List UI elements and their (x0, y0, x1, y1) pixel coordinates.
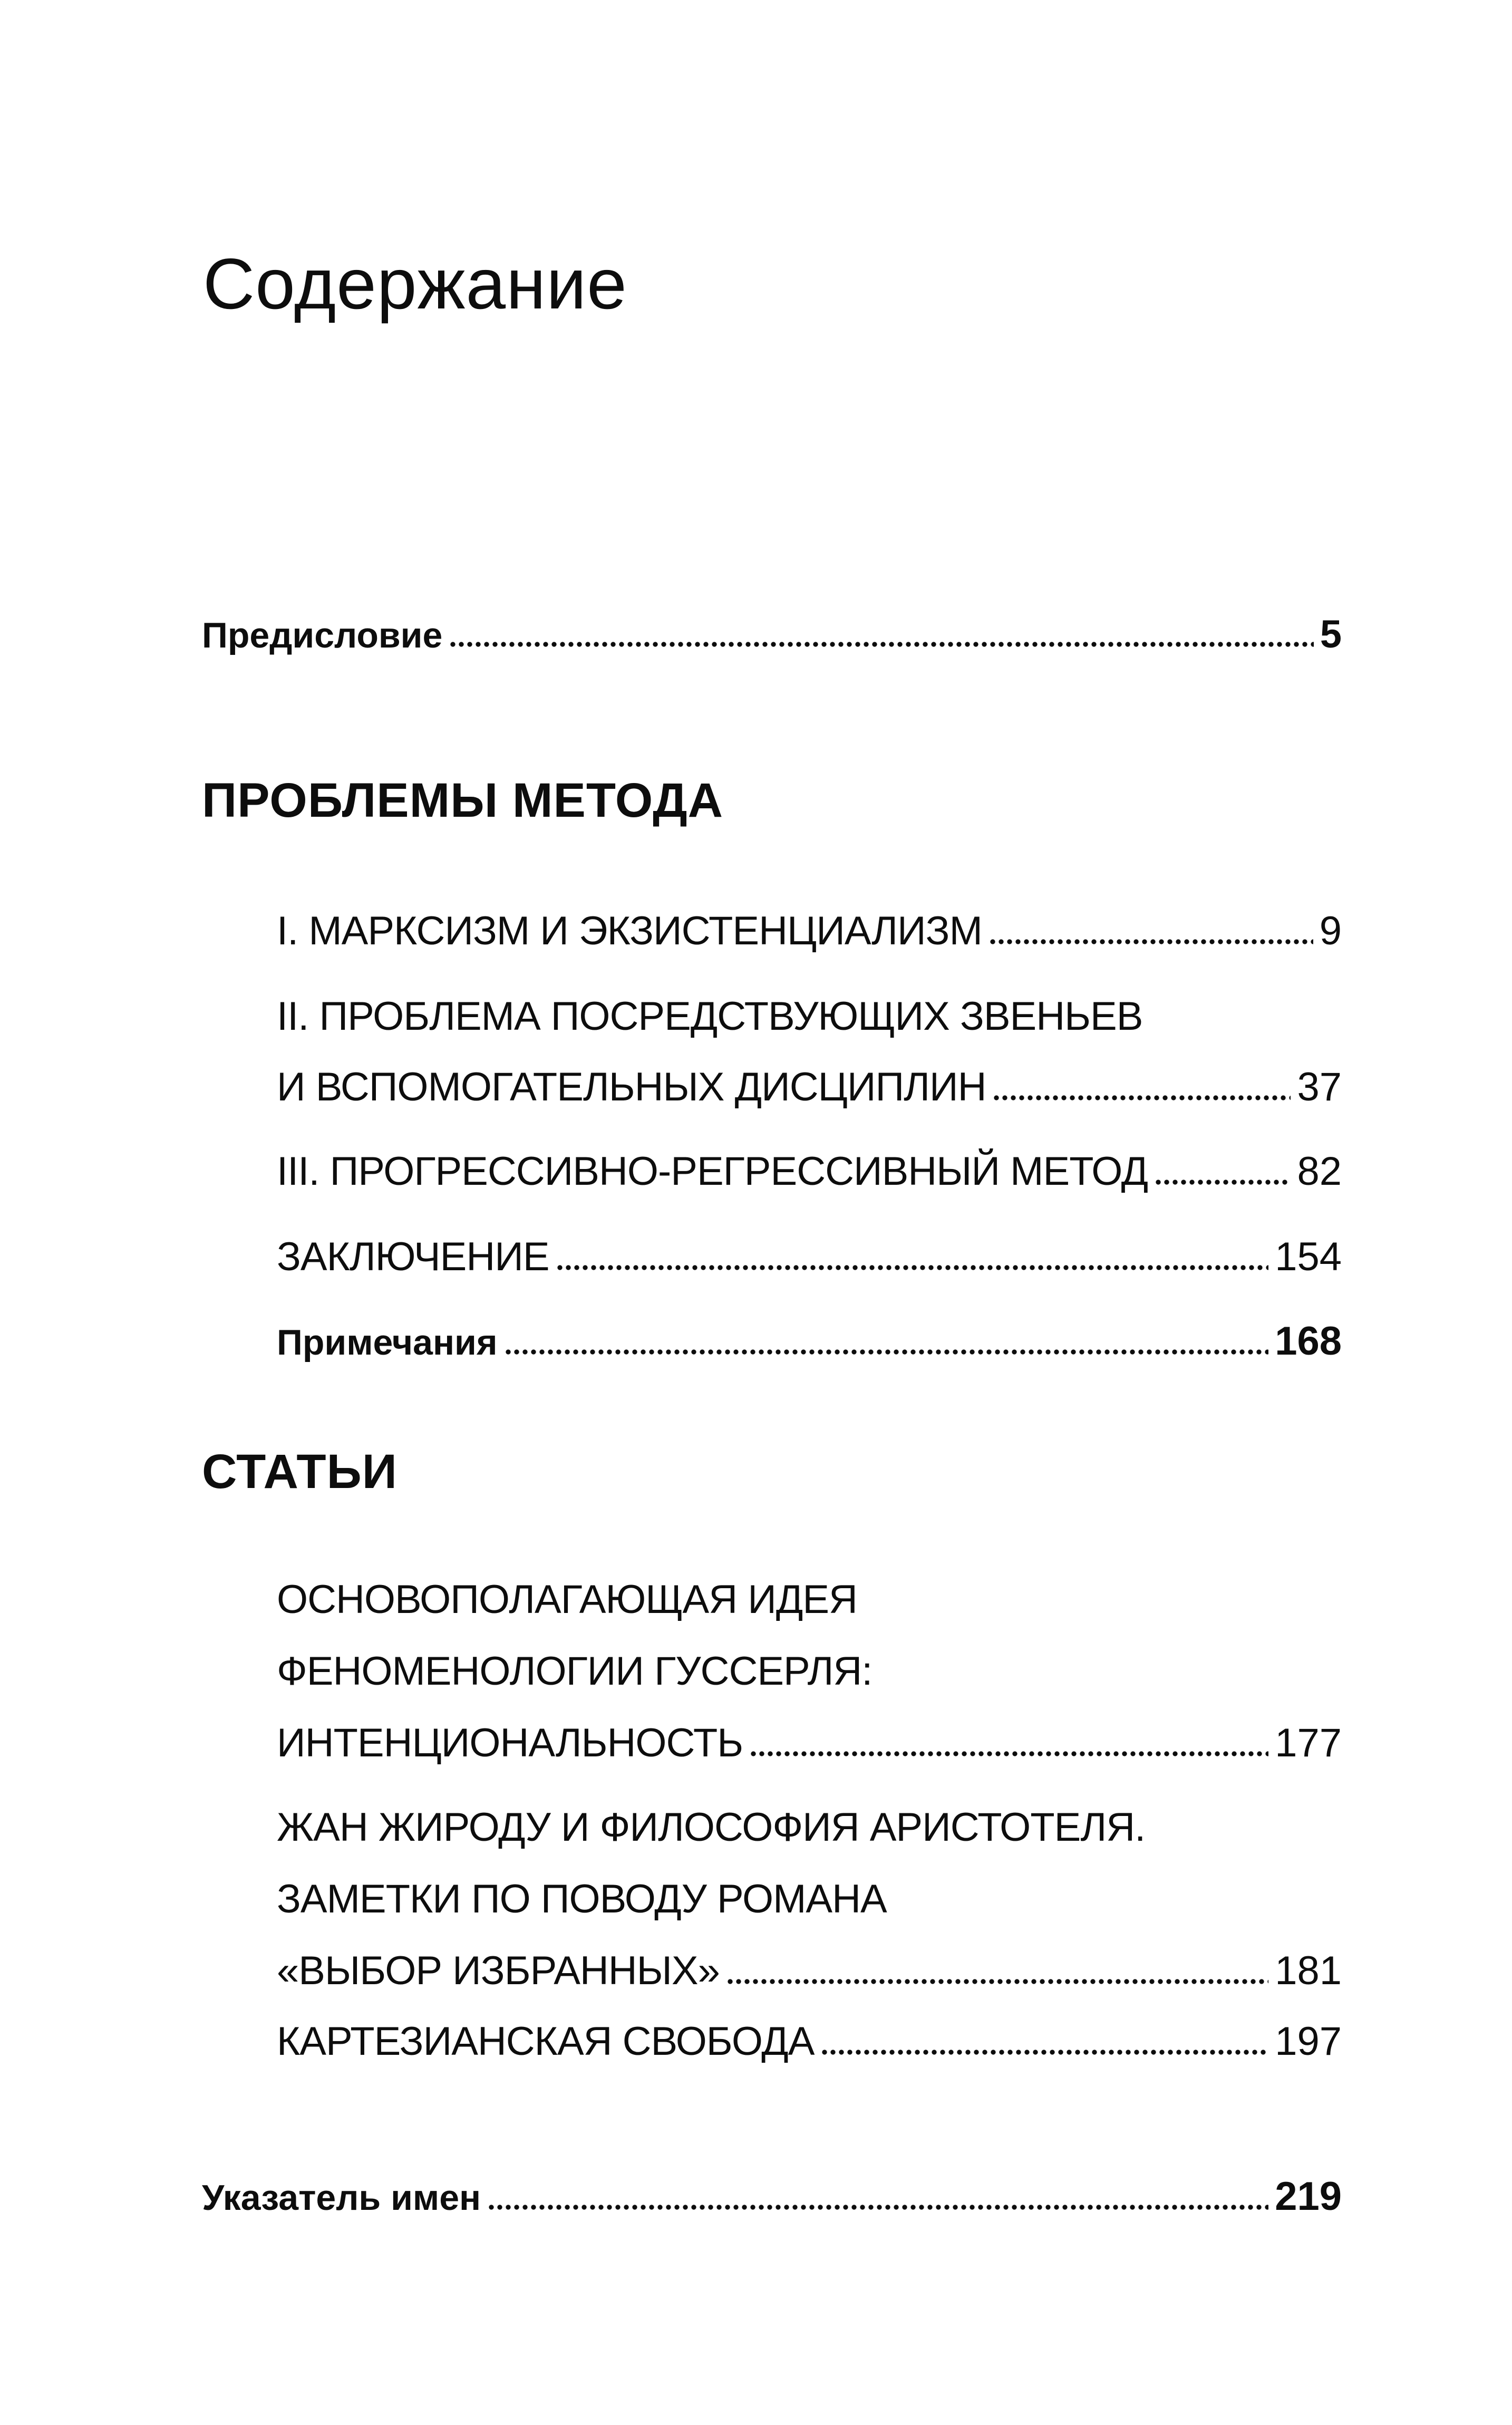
section-heading-method: ПРОБЛЕМЫ МЕТОДА (202, 774, 724, 827)
toc-entry-husserl-line-1: ОСНОВОПОЛАГАЮЩАЯ ИДЕЯ (277, 1577, 857, 1622)
toc-entry-label: Предисловие (202, 615, 443, 655)
toc-entry-chapter-3 (277, 1148, 1342, 1194)
toc-entry-cartesian-freedom (277, 2018, 1342, 2064)
toc-entry-giraudoux (277, 1948, 1342, 1994)
dot-leader (988, 937, 1313, 946)
toc-entry-label: Примечания (277, 1322, 498, 1363)
toc-entry-notes (277, 1318, 1342, 1364)
toc-entry-page: 197 (1275, 2019, 1342, 2064)
toc-entry-giraudoux-line-2: ЗАМЕТКИ ПО ПОВОДУ РОМАНА (277, 1877, 887, 1921)
toc-entry-husserl-line-2: ФЕНОМЕНОЛОГИИ ГУССЕРЛЯ: (277, 1649, 873, 1694)
dot-leader (820, 2047, 1268, 2057)
toc-entry-label: ЗАКЛЮЧЕНИЕ (277, 1234, 549, 1279)
toc-entry-husserl (277, 1720, 1342, 1766)
toc-entry-label: Указатель имен (202, 2178, 481, 2218)
toc-entry-chapter-2 (277, 1064, 1342, 1110)
toc-entry-conclusion (277, 1234, 1342, 1280)
toc-entry-page: 154 (1275, 1234, 1342, 1279)
toc-entry-label: III. ПРОГРЕССИВНО-РЕГРЕССИВНЫЙ МЕТОД (277, 1149, 1148, 1194)
toc-entry-label: КАРТЕЗИАНСКАЯ СВОБОДА (277, 2019, 815, 2064)
toc-entry-chapter-2-line-1: II. ПРОБЛЕМА ПОСРЕДСТВУЮЩИХ ЗВЕНЬЕВ (277, 994, 1143, 1039)
toc-entry-preface (202, 612, 1342, 656)
toc-entry-giraudoux-line-1: ЖАН ЖИРОДУ И ФИЛОСОФИЯ АРИСТОТЕЛЯ. (277, 1805, 1146, 1850)
section-heading-articles: СТАТЬИ (202, 1445, 398, 1499)
toc-entry-page: 177 (1275, 1721, 1342, 1765)
dot-leader (726, 1977, 1268, 1986)
toc-entry-page: 5 (1320, 612, 1342, 656)
toc-entry-label: И ВСПОМОГАТЕЛЬНЫХ ДИСЦИПЛИН (277, 1065, 986, 1109)
toc-entry-label: «ВЫБОР ИЗБРАННЫХ» (277, 1948, 720, 1993)
dot-leader (487, 2202, 1268, 2212)
dot-leader (556, 1263, 1269, 1272)
toc-entry-label: I. МАРКСИЗМ И ЭКЗИСТЕНЦИАЛИЗМ (277, 909, 982, 953)
toc-entry-page: 219 (1275, 2174, 1342, 2219)
toc-entry-page: 181 (1275, 1948, 1342, 1993)
toc-entry-page: 9 (1319, 909, 1342, 953)
dot-leader (1154, 1177, 1291, 1187)
toc-entry-chapter-1 (277, 908, 1342, 954)
dot-leader (992, 1093, 1291, 1103)
toc-entry-page: 37 (1297, 1065, 1342, 1109)
dot-leader (449, 640, 1314, 649)
toc-entry-label: ИНТЕНЦИОНАЛЬНОСТЬ (277, 1721, 743, 1765)
toc-entry-page: 82 (1297, 1149, 1342, 1194)
page-title: Содержание (203, 244, 627, 324)
dot-leader (749, 1749, 1268, 1759)
toc-entry-index (202, 2173, 1342, 2219)
toc-entry-page: 168 (1275, 1319, 1342, 1364)
dot-leader (504, 1347, 1269, 1357)
